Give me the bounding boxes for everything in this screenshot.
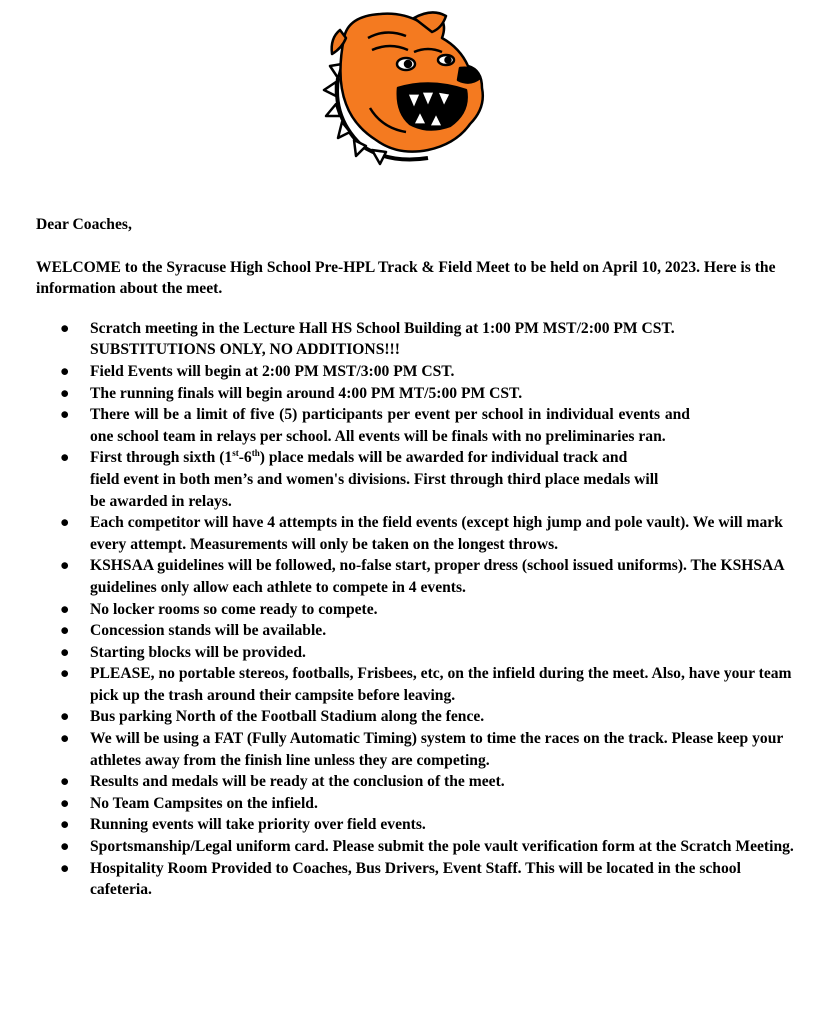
list-item [36, 642, 796, 664]
letter-intro: WELCOME to the Syracuse High School Pre-HPL Track & Field Meet to be held on April 10, 2023. Here is the information about the meet. [36, 258, 776, 298]
bullet-icon: ● [60, 773, 70, 791]
list-item-text: Scratch meeting in the Lecture Hall HS School Building at 1:00 PM MST/2:00 PM CST. SUBSTITUTIONS ONLY, NO ADDITIONS!!! [90, 319, 675, 359]
bullet-icon: ● [60, 514, 70, 532]
list-item-text: No Team Campsites on the infield. [90, 794, 318, 812]
list-item [36, 836, 796, 858]
list-item-text: Bus parking North of the Football Stadium along the fence. [90, 708, 485, 726]
list-item-text: Field Events will begin at 2:00 PM MST/3:00 PM CST. [90, 362, 455, 380]
list-item-text: The running finals will begin around 4:00 PM MT/5:00 PM CST. [90, 384, 523, 402]
list-item [36, 663, 796, 706]
bullet-icon: ● [60, 384, 70, 402]
list-item-text: Each competitor will have 4 attempts in the field events (except high jump and pole vault). We will mark every attempt. Measurements will only be taken on the longest throws. [90, 514, 783, 553]
list-item-text: Running events will take priority over field events. [90, 816, 426, 834]
bullet-icon: ● [60, 557, 70, 575]
list-item [36, 728, 796, 771]
medals-sup-first: st [232, 448, 239, 459]
medals-text-prefix: First through sixth (1 [90, 449, 233, 467]
list-item [36, 599, 796, 621]
list-item-text: Concession stands will be available. [90, 622, 327, 640]
bullet-icon: ● [60, 622, 70, 640]
list-item-text: No locker rooms so come ready to compete. [90, 600, 378, 618]
bullet-icon: ● [60, 816, 70, 834]
list-item [36, 620, 796, 642]
bullet-icon: ● [60, 859, 70, 877]
list-item [36, 706, 796, 728]
list-item [36, 858, 796, 901]
list-item [36, 771, 796, 793]
list-item-text: PLEASE, no portable stereos, footballs, Frisbees, etc, on the infield during the meet. Also, have your team pick up the trash around their campsite before leaving. [90, 665, 792, 704]
list-item-text: We will be using a FAT (Fully Automatic Timing) system to time the races on the track. Please keep your athletes away from the finish line unless they are competing. [90, 730, 784, 769]
bullet-icon: ● [60, 600, 70, 618]
list-item [36, 814, 796, 836]
list-item [36, 361, 796, 383]
bullet-icon: ● [60, 665, 70, 683]
list-item-text [90, 447, 660, 512]
bullet-icon: ● [60, 643, 70, 661]
list-item-text: Starting blocks will be provided. [90, 643, 306, 661]
bullet-icon: ● [60, 449, 70, 467]
list-item-text: Hospitality Room Provided to Coaches, Bus Drivers, Event Staff. This will be located in the school cafeteria. [90, 859, 741, 899]
bullet-icon: ● [60, 838, 70, 856]
bullet-icon: ● [60, 794, 70, 812]
list-item-text: KSHSAA guidelines will be followed, no-false start, proper dress (school issued uniforms). The KSHSAA guidelines only allow each athlete to compete in 4 events. [90, 557, 784, 596]
letter-greeting: Dear Coaches, [36, 216, 132, 233]
list-item [36, 447, 796, 512]
letter-body [36, 214, 796, 901]
list-item [36, 512, 796, 555]
list-item-text: Results and medals will be ready at the conclusion of the meet. [90, 773, 505, 791]
meet-info-list [36, 318, 796, 901]
list-item [36, 793, 796, 815]
list-item [36, 383, 796, 405]
bullet-icon: ● [60, 708, 70, 726]
medals-text-suffix: ) place medals will be awarded for individual track and field event in both men’s and women's divisions. First through third place medals will be awarded in relays. [90, 449, 659, 510]
list-item [36, 318, 796, 361]
bullet-icon: ● [60, 730, 70, 748]
bulldog-logo-icon [310, 8, 490, 166]
bullet-icon: ● [60, 406, 70, 424]
medals-text-mid: -6 [238, 449, 252, 467]
list-item-text: There will be a limit of five (5) participants per event per school in individual events and one school team in relays per school. All events will be finals with no preliminaries ran. [90, 406, 690, 445]
list-item [36, 555, 796, 598]
list-item-text: Sportsmanship/Legal uniform card. Please submit the pole vault verification form at the Scratch Meeting. [90, 838, 794, 856]
bullet-icon: ● [60, 319, 70, 337]
list-item [36, 404, 796, 447]
bullet-icon: ● [60, 362, 70, 380]
medals-sup-sixth: th [251, 448, 260, 459]
